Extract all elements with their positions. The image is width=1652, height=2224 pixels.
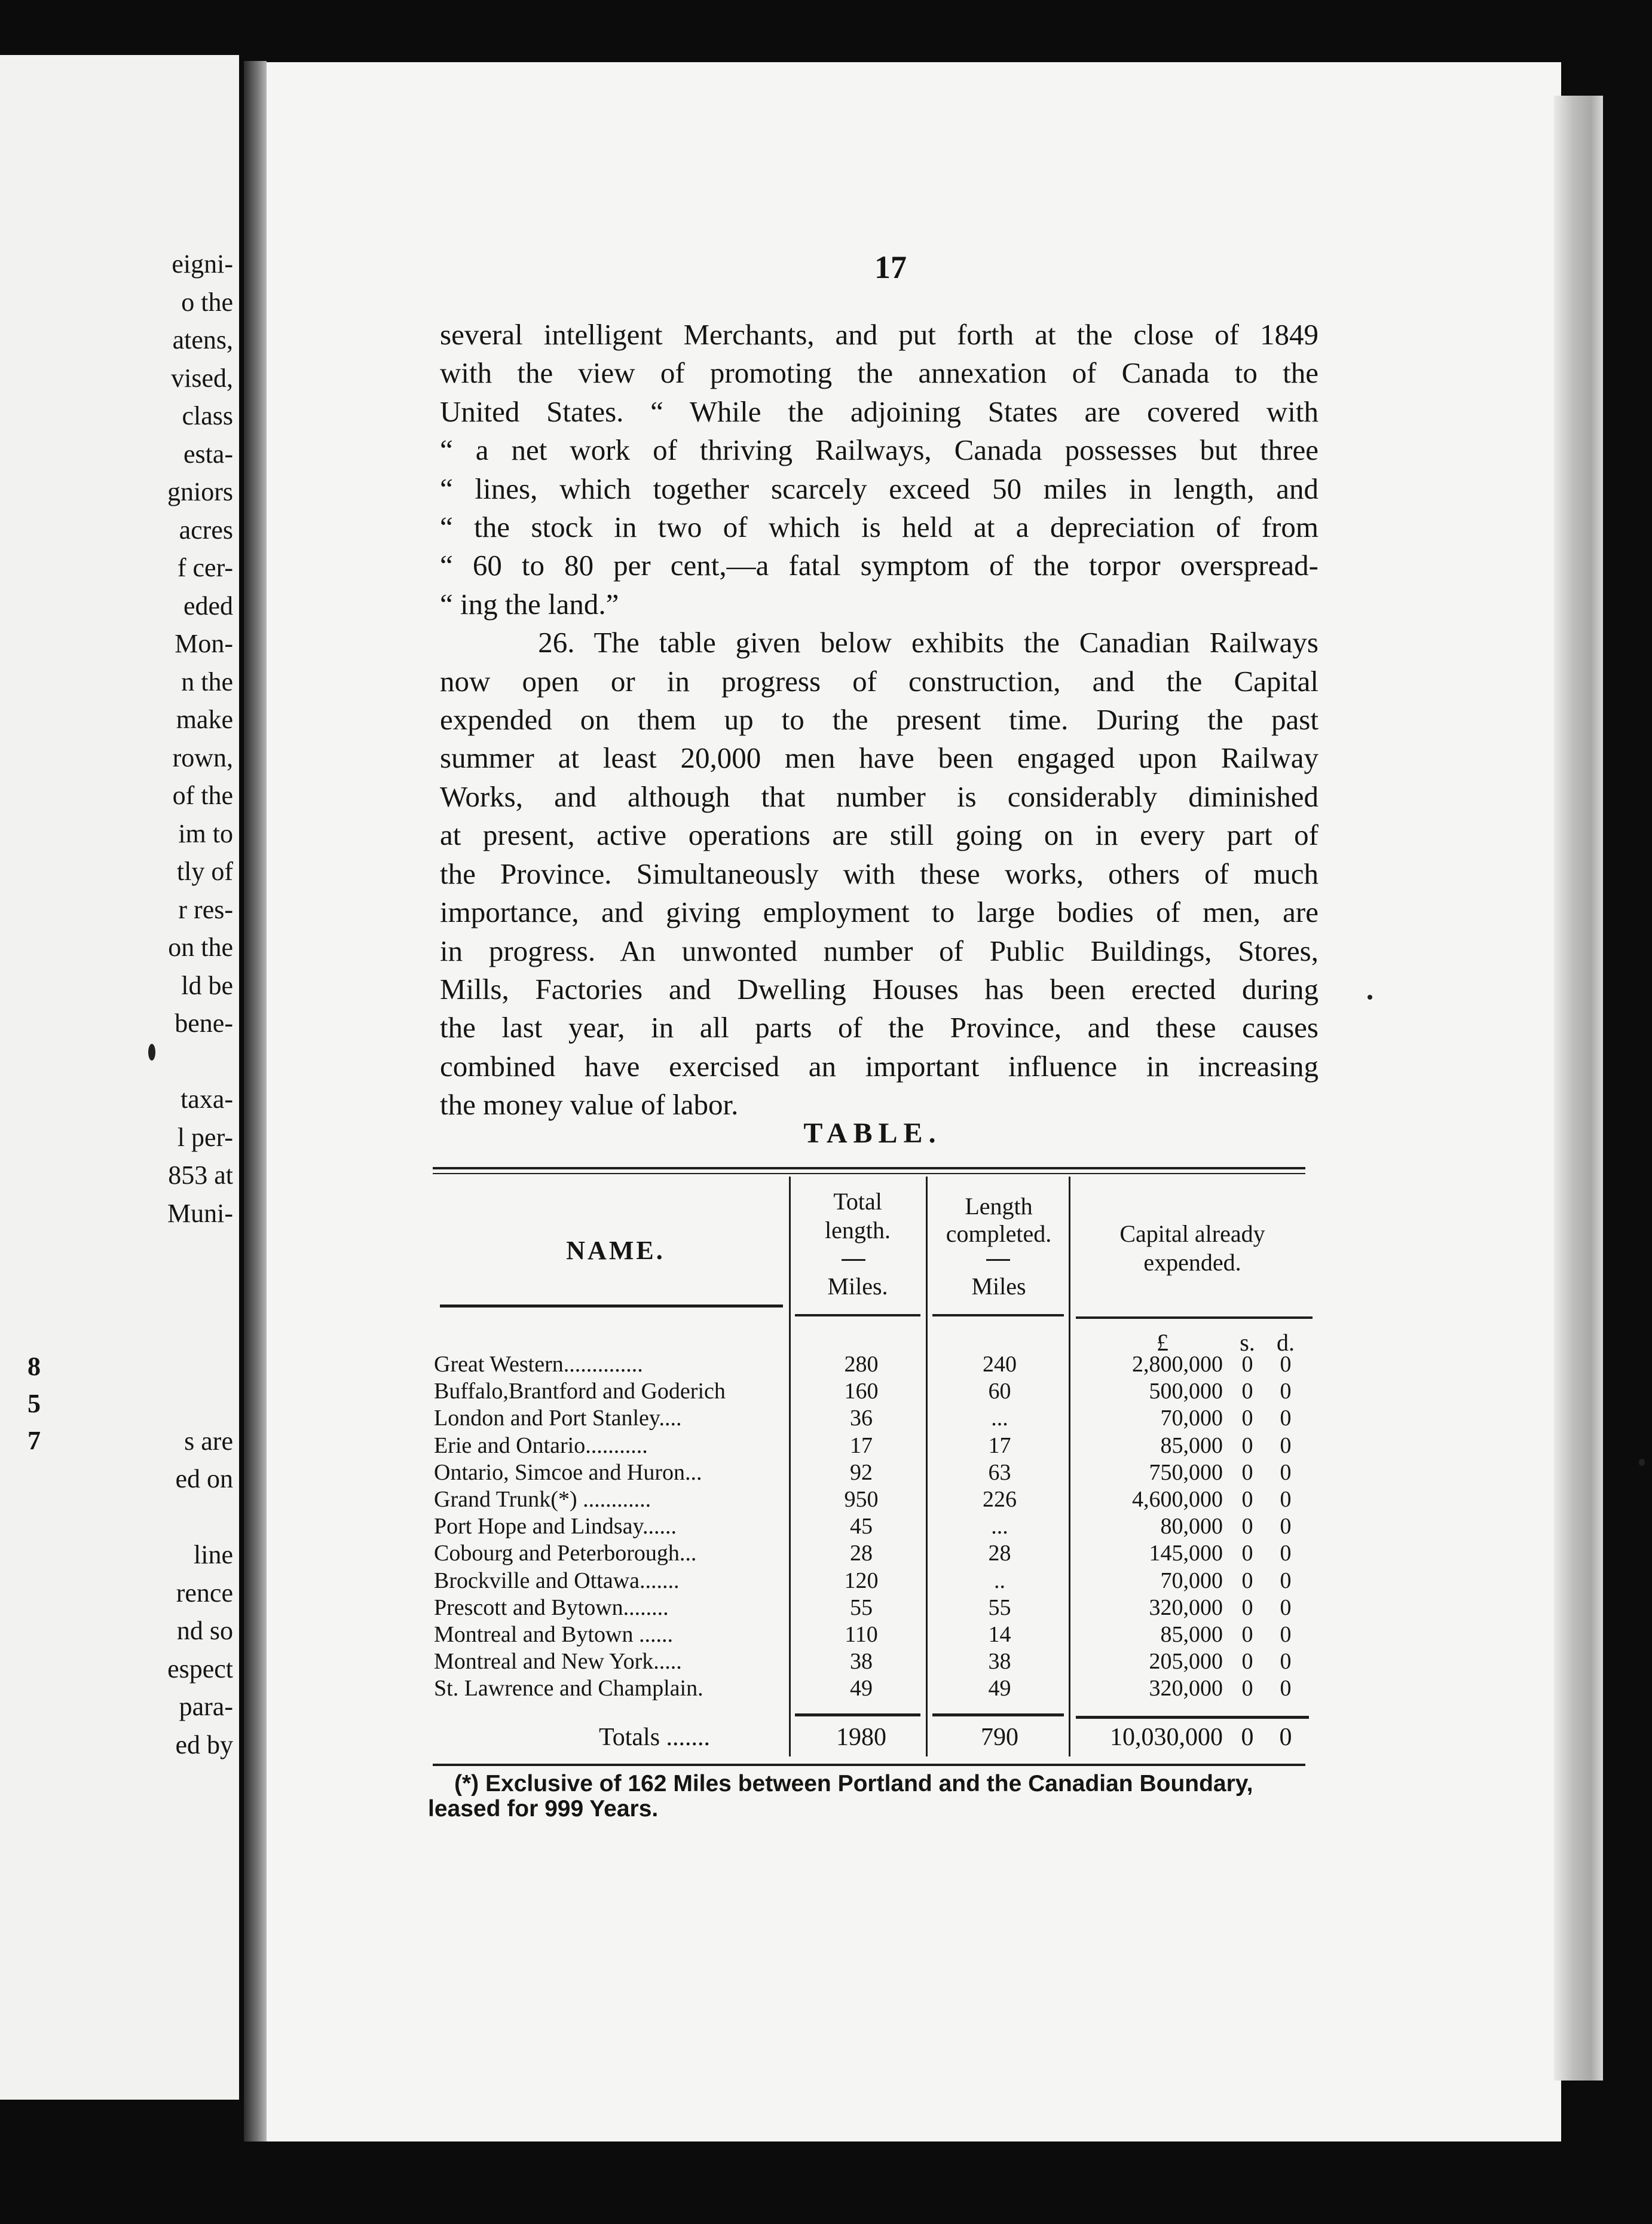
paragraph-line: Works, and although that number is considerably diminished xyxy=(440,780,1318,813)
capital-shillings: 0 xyxy=(1241,1406,1253,1431)
capital-pence: 0 xyxy=(1280,1622,1292,1647)
railway-name: Buffalo,Brantford and Goderich xyxy=(434,1379,726,1404)
left-page-line-fragment: vised, xyxy=(171,363,233,393)
capital-pence: 0 xyxy=(1280,1514,1292,1539)
left-page-line-fragment: atens, xyxy=(172,325,233,355)
left-page-line-fragment: im to xyxy=(178,818,233,848)
capital-pence: 0 xyxy=(1280,1594,1292,1620)
railway-name: Grand Trunk(*) ............ xyxy=(434,1487,651,1512)
capital-shillings: 0 xyxy=(1241,1379,1253,1404)
capital-pounds: 4,600,000 xyxy=(1132,1487,1223,1512)
left-page-line-fragment: eded xyxy=(183,591,233,621)
capital-pounds: 80,000 xyxy=(1160,1514,1223,1539)
left-page-line-fragment: acres xyxy=(179,515,233,545)
paragraph-line: the last year, in all parts of the Province, and these causes xyxy=(440,1011,1318,1044)
header-pound: £ xyxy=(1157,1329,1168,1356)
column-divider xyxy=(926,1177,928,1756)
left-page-line-fragment: ed by xyxy=(175,1730,233,1759)
book-gutter xyxy=(244,61,267,2141)
paragraph-line: Mills, Factories and Dwelling Houses has been erected during xyxy=(440,972,1318,1006)
railway-name: Prescott and Bytown........ xyxy=(434,1594,669,1620)
capital-shillings: 0 xyxy=(1241,1514,1253,1539)
left-page-line-fragment: r res- xyxy=(178,894,233,924)
capital-pence: 0 xyxy=(1280,1541,1292,1566)
left-page-line-fragment: ld be xyxy=(181,970,233,1000)
totals-rule xyxy=(1076,1716,1309,1719)
paragraph-line: at present, active operations are still going on in every part of xyxy=(440,818,1318,852)
paragraph-line: importance, and giving employment to large bodies of men, are xyxy=(440,896,1318,929)
railway-name: London and Port Stanley.... xyxy=(434,1406,682,1431)
capital-shillings: 0 xyxy=(1241,1487,1253,1512)
header-underline xyxy=(440,1305,783,1307)
header-capital-line1: Capital already xyxy=(1119,1220,1265,1247)
capital-shillings: 0 xyxy=(1241,1622,1253,1647)
capital-pounds: 320,000 xyxy=(1149,1594,1223,1620)
totals-capital: 10,030,000 xyxy=(1110,1724,1223,1751)
header-length-line1: Length xyxy=(965,1193,1033,1220)
left-page-line-fragment: ed on xyxy=(175,1464,233,1493)
total-length: 45 xyxy=(850,1514,873,1539)
railway-name: Port Hope and Lindsay...... xyxy=(434,1514,677,1539)
capital-pence: 0 xyxy=(1280,1379,1292,1404)
total-length: 280 xyxy=(844,1352,879,1377)
railway-name: Brockville and Ottawa....... xyxy=(434,1568,680,1593)
left-page-line-fragment: tly of xyxy=(176,857,233,886)
railway-name: Cobourg and Peterborough... xyxy=(434,1541,697,1566)
left-page-line-fragment: Muni- xyxy=(167,1198,233,1228)
body-paragraphs xyxy=(440,316,1318,1125)
paragraph-line: “ 60 to 80 per cent,—a fatal symptom of the torpor overspread- xyxy=(440,549,1318,582)
capital-pounds: 500,000 xyxy=(1149,1379,1223,1404)
length-completed: 240 xyxy=(983,1352,1017,1377)
left-page-number: 5 xyxy=(27,1389,41,1418)
paragraph-line: United States. “ While the adjoining States are covered with xyxy=(440,395,1318,428)
length-completed: 14 xyxy=(988,1622,1011,1647)
capital-pounds: 85,000 xyxy=(1160,1432,1223,1458)
header-total-line2: length. xyxy=(825,1217,891,1244)
left-facing-page xyxy=(0,55,239,2100)
total-length: 110 xyxy=(845,1622,878,1647)
left-page-line-fragment: esta- xyxy=(183,439,233,469)
totals-total: 1980 xyxy=(836,1724,886,1751)
length-completed: ... xyxy=(991,1514,1008,1539)
capital-pounds: 70,000 xyxy=(1160,1406,1223,1431)
capital-shillings: 0 xyxy=(1241,1459,1253,1485)
left-page-line-fragment: bene- xyxy=(175,1009,233,1038)
column-divider xyxy=(789,1177,791,1756)
table-title: TABLE. xyxy=(803,1117,942,1149)
capital-shillings: 0 xyxy=(1241,1352,1253,1377)
left-page-line-fragment: line xyxy=(194,1540,233,1569)
length-completed: 226 xyxy=(983,1487,1017,1512)
paragraph-line: summer at least 20,000 men have been engaged upon Railway xyxy=(440,741,1318,775)
totals-shillings: 0 xyxy=(1241,1724,1254,1751)
railway-name: Erie and Ontario........... xyxy=(434,1432,648,1458)
left-page-line-fragment: s are xyxy=(184,1426,233,1456)
capital-pence: 0 xyxy=(1280,1676,1292,1701)
capital-pence: 0 xyxy=(1280,1406,1292,1431)
total-length: 120 xyxy=(844,1568,879,1593)
length-completed: 55 xyxy=(988,1594,1011,1620)
header-length-line2: completed. xyxy=(946,1220,1052,1247)
railway-name: Montreal and New York..... xyxy=(434,1649,682,1675)
left-page-line-fragment: of the xyxy=(172,781,233,810)
length-completed: 49 xyxy=(988,1676,1011,1701)
length-completed: 28 xyxy=(988,1541,1011,1566)
paragraph-line: with the view of promoting the annexation of Canada to the xyxy=(440,356,1318,390)
capital-pence: 0 xyxy=(1280,1568,1292,1593)
footnote-line-1: (*) Exclusive of 162 Miles between Portland and the Canadian Boundary, xyxy=(454,1771,1253,1797)
left-page-number: 8 xyxy=(27,1352,41,1381)
length-completed: 38 xyxy=(988,1649,1011,1675)
totals-label: Totals ....... xyxy=(599,1724,711,1751)
total-length: 950 xyxy=(844,1487,879,1512)
left-page-line-fragment: para- xyxy=(179,1692,233,1721)
total-length: 160 xyxy=(844,1379,879,1404)
paragraph-line: 26. The table given below exhibits the Canadian Railways xyxy=(440,626,1318,659)
paragraph-line: in progress. An unwonted number of Public Buildings, Stores, xyxy=(440,934,1318,967)
length-completed: 60 xyxy=(988,1379,1011,1404)
left-page-line-fragment: o the xyxy=(181,287,233,317)
header-pence: d. xyxy=(1277,1329,1295,1356)
total-length: 92 xyxy=(850,1459,873,1485)
page-number: 17 xyxy=(874,249,907,285)
paragraph-line: expended on them up to the present time. During the past xyxy=(440,703,1318,737)
paragraph-line: the money value of labor. xyxy=(440,1088,739,1122)
left-page-line-fragment: make xyxy=(176,705,233,734)
left-page-line-fragment: Mon- xyxy=(175,629,233,658)
left-page-line-fragment: gniors xyxy=(167,477,233,506)
left-page-line-fragment: nd so xyxy=(176,1616,233,1645)
header-capital-line2: expended. xyxy=(1143,1249,1241,1276)
ink-dot xyxy=(1639,1459,1645,1466)
capital-shillings: 0 xyxy=(1241,1594,1253,1620)
footnote-line-2: leased for 999 Years. xyxy=(428,1796,659,1822)
left-page-line-fragment: n the xyxy=(181,667,233,696)
capital-pence: 0 xyxy=(1280,1487,1292,1512)
railway-name: Great Western.............. xyxy=(434,1352,643,1377)
left-page-line-fragment: rown, xyxy=(172,743,233,772)
left-page-line-fragment: class xyxy=(182,401,233,430)
paragraph-line: combined have exercised an important influence in increasing xyxy=(440,1049,1318,1083)
table-top-rule-inner xyxy=(433,1173,1305,1174)
capital-shillings: 0 xyxy=(1241,1541,1253,1566)
length-completed: ... xyxy=(991,1406,1008,1431)
capital-shillings: 0 xyxy=(1241,1649,1253,1675)
ink-dot xyxy=(1368,995,1372,1000)
capital-pounds: 145,000 xyxy=(1149,1541,1223,1566)
railway-name: Ontario, Simcoe and Huron... xyxy=(434,1459,702,1485)
table-top-rule xyxy=(433,1167,1305,1169)
capital-pence: 0 xyxy=(1280,1649,1292,1675)
left-page-number: 7 xyxy=(27,1426,41,1455)
table-bottom-rule xyxy=(433,1764,1305,1766)
paragraph-line: several intelligent Merchants, and put forth at the close of 1849 xyxy=(440,318,1318,351)
capital-pence: 0 xyxy=(1280,1432,1292,1458)
totals-rule xyxy=(795,1713,920,1716)
capital-shillings: 0 xyxy=(1241,1676,1253,1701)
unit-dash xyxy=(986,1259,1010,1261)
column-divider xyxy=(1069,1177,1070,1756)
total-length: 49 xyxy=(850,1676,873,1701)
paragraph-line: “ a net work of thriving Railways, Canada possesses but three xyxy=(440,433,1318,467)
total-length: 55 xyxy=(850,1594,873,1620)
total-length: 38 xyxy=(850,1649,873,1675)
header-name: NAME. xyxy=(566,1236,665,1265)
paragraph-line: now open or in progress of construction, and the Capital xyxy=(440,664,1318,698)
total-length: 28 xyxy=(850,1541,873,1566)
ink-mark xyxy=(148,1044,155,1061)
header-underline xyxy=(795,1314,920,1316)
unit-dash xyxy=(842,1259,865,1261)
total-length: 36 xyxy=(850,1406,873,1431)
header-length-unit: Miles xyxy=(971,1273,1026,1300)
paragraph-line: the Province. Simultaneously with these works, others of much xyxy=(440,857,1318,890)
railway-name: St. Lawrence and Champlain. xyxy=(434,1676,703,1701)
totals-rule xyxy=(932,1713,1064,1716)
left-page-line-fragment: on the xyxy=(168,933,233,962)
capital-pounds: 2,800,000 xyxy=(1132,1352,1223,1377)
paragraph-line: “ the stock in two of which is held at a depreciation of from xyxy=(440,511,1318,544)
capital-pounds: 320,000 xyxy=(1149,1676,1223,1701)
header-underline xyxy=(932,1314,1064,1316)
left-page-line-fragment: f cer- xyxy=(177,553,233,582)
header-shilling: s. xyxy=(1240,1329,1255,1356)
capital-pounds: 205,000 xyxy=(1149,1649,1223,1675)
paragraph-line: “ ing the land.” xyxy=(440,587,619,621)
capital-shillings: 0 xyxy=(1241,1568,1253,1593)
page-edge-stack xyxy=(1554,96,1603,2081)
left-page-line-fragment: rence xyxy=(176,1578,233,1608)
left-page-line-fragment: 853 at xyxy=(168,1160,233,1190)
capital-shillings: 0 xyxy=(1241,1432,1253,1458)
left-page-line-fragment: eigni- xyxy=(172,249,233,279)
left-page-line-fragment: taxa- xyxy=(181,1084,233,1114)
railway-name: Montreal and Bytown ...... xyxy=(434,1622,674,1647)
capital-pounds: 85,000 xyxy=(1160,1622,1223,1647)
left-page-line-fragment: l per- xyxy=(177,1122,233,1152)
length-completed: .. xyxy=(994,1568,1005,1593)
capital-pence: 0 xyxy=(1280,1459,1292,1485)
header-total-unit: Miles. xyxy=(827,1273,888,1300)
header-total-line1: Total xyxy=(833,1188,882,1215)
totals-pence: 0 xyxy=(1279,1724,1292,1751)
capital-pounds: 70,000 xyxy=(1160,1568,1223,1593)
paragraph-line: “ lines, which together scarcely exceed 50 miles in length, and xyxy=(440,472,1318,505)
header-underline xyxy=(1076,1316,1313,1319)
length-completed: 17 xyxy=(988,1432,1011,1458)
capital-pounds: 750,000 xyxy=(1149,1459,1223,1485)
capital-pence: 0 xyxy=(1280,1352,1292,1377)
total-length: 17 xyxy=(850,1432,873,1458)
left-page-line-fragment: espect xyxy=(167,1654,233,1684)
length-completed: 63 xyxy=(988,1459,1011,1485)
totals-completed: 790 xyxy=(981,1724,1018,1751)
